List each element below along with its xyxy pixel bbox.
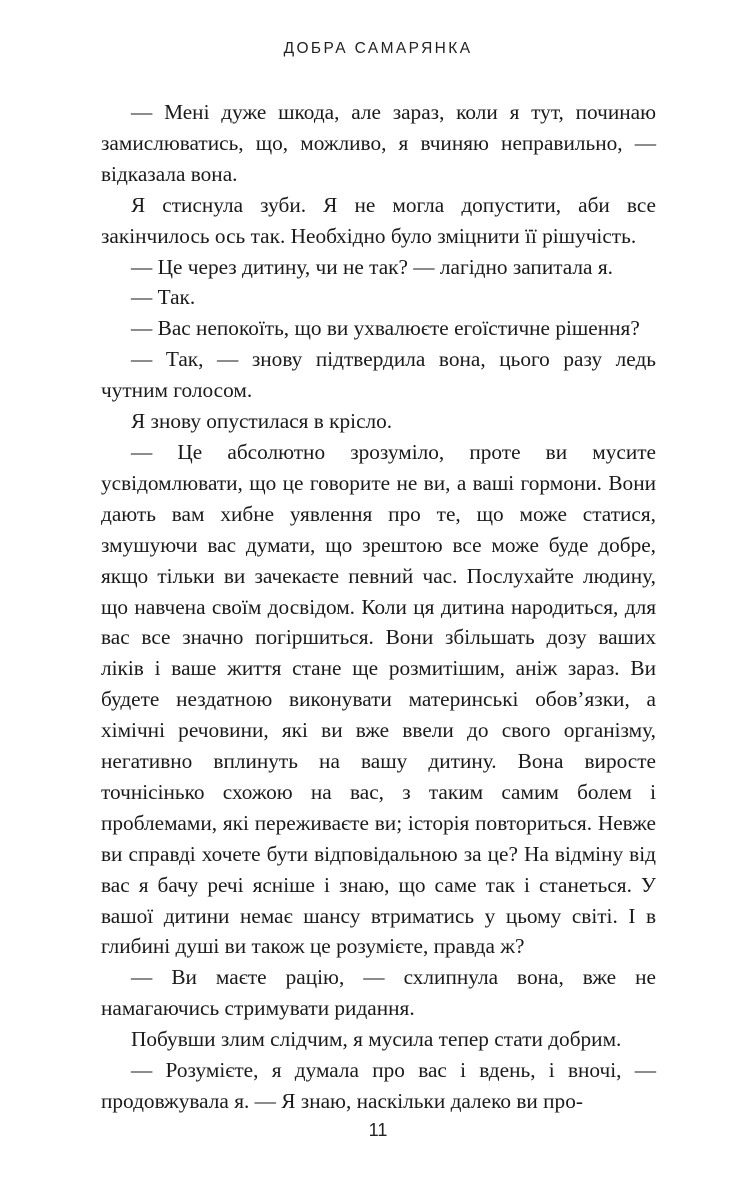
paragraph: — Це абсолютно зрозуміло, проте ви мусите усвідомлювати, що це говорите не ви, а ваші гормони. Вони дають вам хибне уявлення про те, що може статися, змушуючи вас думати, що зрештою все може буде добре, якщо тільки ви зачекаєте певний час. Послухайте людину, що навчена своїм досвідом. Коли ця дитина народиться, для вас все значно погіршиться. Вони збільшать дозу ваших ліків і ваше життя стане ще розмитішим, аніж зараз. Ви будете нездатною виконувати материнські обов’язки, а хімічні речовини, які ви вже ввели до свого організму, негативно вплинуть на вашу дитину. Вона виросте точнісінько схожою на вас, з таким самим болем і проблемами, які переживаєте ви; історія повториться. Невже ви справді хочете бути відповідальною за це? На відміну від вас я бачу речі ясніше і знаю, що саме так і станеться. У вашої дитини немає шансу втриматись у цьому світі. І в глибині душі ви також це розумієте, правда ж? [101,439,656,959]
paragraph: — Це через дитину, чи не так? — лагідно запитала я. [131,254,613,279]
page-number: 11 [368,1120,388,1140]
paragraph: — Так, — знову підтвердила вона, цього разу ледь чутним голосом. [101,347,656,403]
running-head: ДОБРА САМАРЯНКА [283,40,473,57]
paragraph: — Так. [131,285,196,310]
paragraph: — Розумієте, я думала про вас і вдень, і вночі, — продовжувала я. — Я знаю, наскільки далеко ви про- [101,1058,656,1113]
body-text [101,97,656,1117]
paragraph: — Мені дуже шкода, але зараз, коли я тут, починаю замислюватись, що, можливо, я вчиняю неправильно, — відказала вона. [101,100,656,186]
paragraph: Я знову опустилася в крісло. [131,409,393,434]
paragraph: Побувши злим слідчим, я мусила тепер стати добрим. [131,1027,622,1052]
paragraph: Я стиснула зуби. Я не могла допустити, аби все закінчилось ось так. Необхідно було зміцнити її рішучість. [101,192,656,248]
paragraph: — Ви маєте рацію, — схлипнула вона, вже не намагаючись стримувати ридання. [101,965,656,1021]
paragraph: — Вас непокоїть, що ви ухвалюєте егоїстичне рішення? [131,316,640,341]
